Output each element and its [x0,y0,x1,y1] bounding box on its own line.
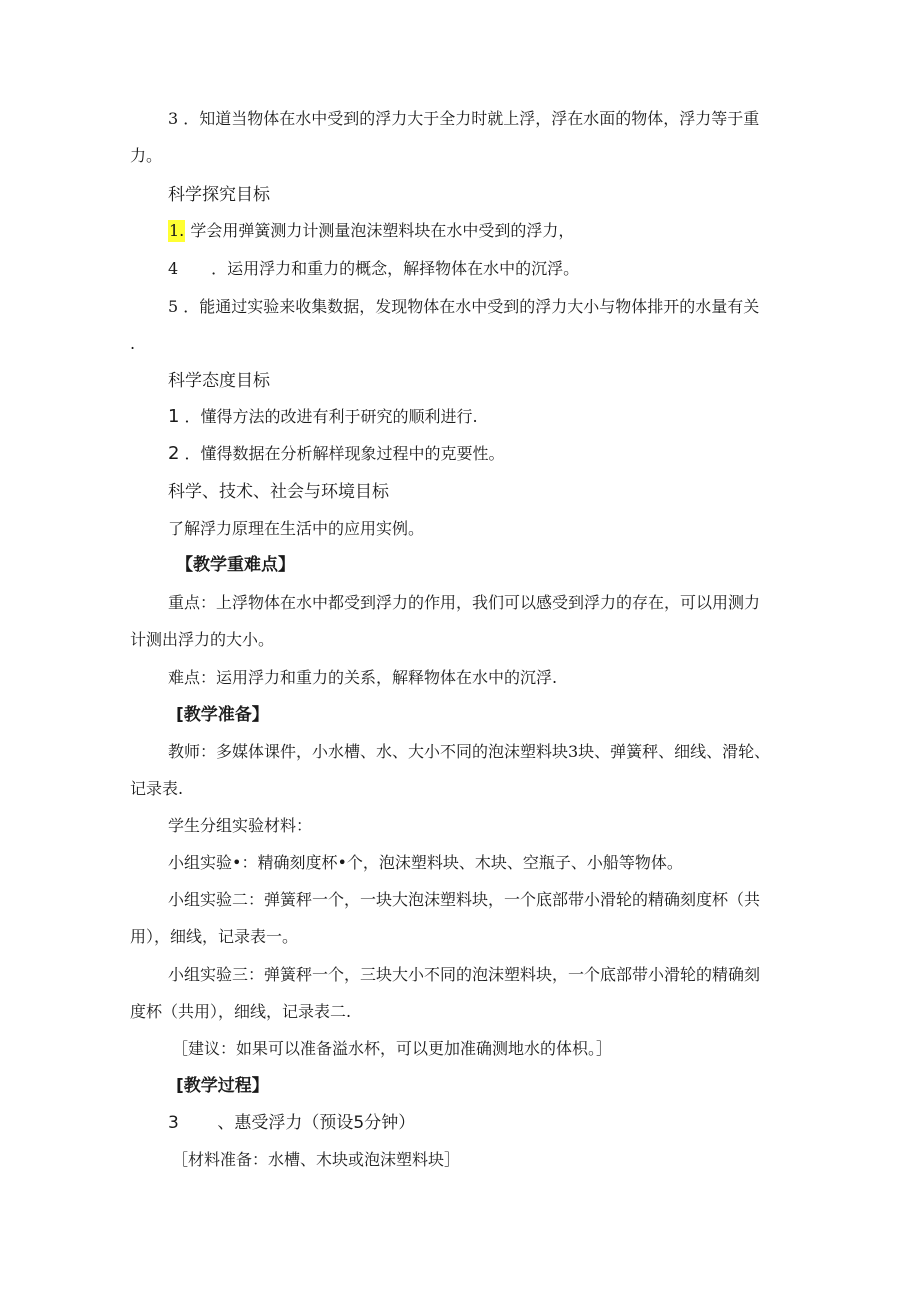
inquiry-item-5 [168,296,759,318]
item-number: 1 [168,406,180,427]
group-experiment-2-continuation: 用），细线，记录表一。 [130,927,299,946]
item-text: ．懂得方法的改进有利于研究的顺利进行. [184,407,478,426]
objective-3-continuation: 力。 [130,146,163,165]
group-experiment-2: 小组实验二：弹簧秤一个，一块大泡沫塑料块，一个底部带小滑轮的精确刻度杯（共 [168,890,761,909]
item-text: 、惠受浮力（预设5分钟） [217,1113,416,1133]
process-step-3 [168,1112,415,1134]
materials-note: ［材料准备：水槽、木块或泡沫塑料块］ [172,1150,461,1169]
item-number: 3 [168,109,179,128]
item-text: ．知道当物体在水中受到的浮力大于全力时就上浮，浮在水面的物体，浮力等于重 [183,109,760,128]
heading-preparation: [教学准备】 [176,705,269,725]
group-experiment-1: 小组实验•：精确刻度杯•个，泡沫塑料块、木块、空瓶子、小船等物体。 [168,853,683,872]
item-text: ．能通过实验来收集数据，发现物体在水中受到的浮力大小与物体排开的水量有关 [183,297,760,316]
teacher-materials-continuation: 记录表. [130,779,184,798]
objective-3 [168,108,759,130]
item-text: ．懂得数据在分析解样现象过程中的克要性。 [184,444,505,463]
heading-process: [教学过程】 [176,1076,269,1096]
heading-key-points: 【教学重难点】 [176,555,295,575]
key-point: 重点：上浮物体在水中都受到浮力的作用，我们可以感受到浮力的存在，可以用测力 [168,593,761,612]
student-materials-heading: 学生分组实验材料： [168,816,313,835]
attitude-item-1 [168,406,478,428]
heading-sts-goals: 科学、技术、社会与环境目标 [168,482,389,502]
highlighted-number: 1. [169,221,185,240]
inquiry-item-4 [168,258,579,280]
key-point-continuation: 计测出浮力的大小。 [130,630,275,649]
item-number: 3 [168,1113,179,1133]
inquiry-item-1 [168,220,574,242]
item-number: 5 [168,297,179,316]
difficult-point: 难点：运用浮力和重力的关系，解释物体在水中的沉浮. [168,668,558,687]
inquiry-item-5-continuation: . [130,334,136,353]
teacher-materials: 教师：多媒体课件，小水槽、水、大小不同的泡沫塑料块3块、弹簧秤、细线、滑轮、 [168,742,771,761]
group-experiment-3-continuation: 度杯（共用），细线，记录表二. [130,1002,352,1021]
group-experiment-3: 小组实验三：弹簧秤一个，三块大小不同的泡沫塑料块，一个底部带小滑轮的精确刻 [168,965,761,984]
heading-attitude-goals: 科学态度目标 [168,371,270,391]
item-text: ．运用浮力和重力的概念，解择物体在水中的沉浮。 [211,259,580,278]
item-text: 学会用弹簧测力计测量泡沫塑料块在水中受到的浮力， [190,221,575,240]
item-number: 4 [168,259,179,278]
sts-item: 了解浮力原理在生活中的应用实例。 [168,519,425,538]
heading-inquiry-goals: 科学探究目标 [168,185,270,205]
attitude-item-2 [168,443,505,465]
suggestion-note: ［建议：如果可以准备溢水杯，可以更加准确测地水的体枳。］ [172,1039,613,1058]
item-number: 2 [168,443,180,464]
